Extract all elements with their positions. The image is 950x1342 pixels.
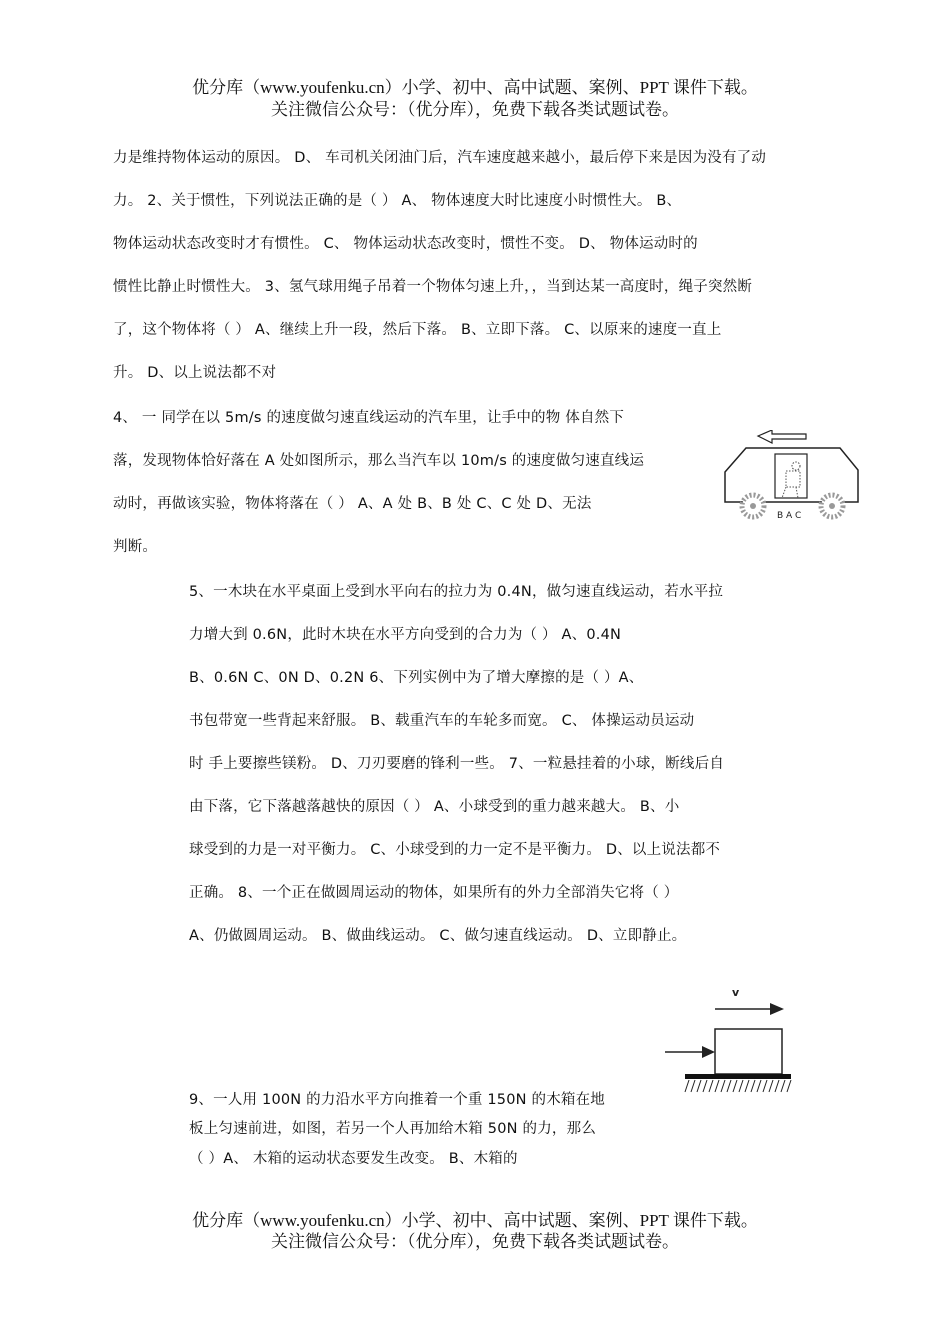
text-line: 4、 一 同学在以 5m/s 的速度做匀速直线运动的汽车里，让手中的物 体自然下 — [113, 410, 625, 426]
text-line: 惯性比静止时惯性大。 3、氢气球用绳子吊着一个物体匀速上升，，当到达某一高度时，绳子突然断 — [113, 279, 753, 295]
car-figure — [722, 430, 862, 525]
text-line: 动时，再做该实验，物体将落在（ ） A、A 处 B、B 处 C、C 处 D、无法 — [113, 496, 592, 512]
wheel-icon — [742, 495, 764, 517]
velocity-label: v — [732, 986, 740, 999]
floor-hatching — [685, 1080, 791, 1092]
text-line: 正确。 8、一个正在做圆周运动的物体，如果所有的外力全部消失它将（ ） — [189, 885, 679, 901]
text-line: 由下落，它下落越落越快的原因（ ） A、小球受到的重力越来越大。 B、小 — [189, 799, 680, 815]
text-line: 物体运动状态改变时才有惯性。 C、 物体运动状态改变时，惯性不变。 D、 物体运动时的 — [113, 236, 698, 252]
text-line: B、0.6N C、0N D、0.2N 6、下列实例中为了增大摩擦的是（ ）A、 — [189, 670, 644, 686]
wooden-box — [715, 1029, 782, 1074]
text-line: 升。 D、以上说法都不对 — [113, 365, 277, 381]
page-header-line-1: 优分库（www.youfenku.cn）小学、初中、高中试题、案例、PPT 课件下载。 — [192, 78, 758, 97]
floor-surface — [685, 1074, 791, 1079]
force-arrow-icon — [665, 1046, 715, 1058]
text-line: 球受到的力是一对平衡力。 C、小球受到的力一定不是平衡力。 D、以上说法都不 — [189, 842, 721, 858]
car-window — [775, 454, 807, 498]
text-line: 力增大到 0.6N，此时木块在水平方向受到的合力为（ ） A、0.4N — [189, 627, 622, 643]
text-line: 时 手上要擦些镁粉。 D、刀刃要磨的锋利一些。 7、一粒悬挂着的小球，断线后自 — [189, 756, 725, 772]
text-line: 了，这个物体将（ ） A、继续上升一段，然后下落。 B、立即下落。 C、以原来的速度一直上 — [113, 322, 722, 338]
text-line: 板上匀速前进，如图，若另一个人再加给木箱 50N 的力，那么 — [189, 1121, 597, 1137]
velocity-arrow-icon — [715, 1003, 784, 1015]
page-footer-line-1: 优分库（www.youfenku.cn）小学、初中、高中试题、案例、PPT 课件下载。 — [192, 1211, 758, 1230]
text-line: 书包带宽一些背起来舒服。 B、载重汽车的车轮多而宽。 C、 体操运动员运动 — [189, 713, 695, 729]
box-figure — [660, 984, 800, 1099]
text-line: 判断。 — [113, 539, 158, 555]
text-line: 力是维持物体运动的原因。 D、 车司机关闭油门后，汽车速度越来越小，最后停下来是因为没有了动 — [113, 150, 767, 166]
text-line: A、仍做圆周运动。 B、做曲线运动。 C、做匀速直线运动。 D、立即静止。 — [189, 928, 687, 944]
wheel-icon — [821, 495, 843, 517]
text-line: 力。 2、关于惯性，下列说法正确的是（ ） A、 物体速度大时比速度小时惯性大。 B、 — [113, 193, 682, 209]
page-header-line-2: 关注微信公众号：（优分库），免费下载各类试题试卷。 — [271, 100, 679, 119]
page-footer-line-2: 关注微信公众号：（优分库），免费下载各类试题试卷。 — [271, 1232, 679, 1251]
text-line: （ ）A、 木箱的运动状态要发生改变。 B、木箱的 — [189, 1151, 518, 1167]
text-line: 5、一木块在水平桌面上受到水平向右的拉力为 0.4N，做匀速直线运动，若水平拉 — [189, 584, 724, 600]
text-line: 落，发现物体恰好落在 A 处如图所示，那么当汽车以 10m/s 的速度做匀速直线运 — [113, 453, 645, 469]
direction-arrow-icon — [758, 430, 806, 443]
point-labels: B A C — [777, 511, 802, 521]
text-line: 9、一人用 100N 的力沿水平方向推着一个重 150N 的木箱在地 — [189, 1092, 606, 1108]
